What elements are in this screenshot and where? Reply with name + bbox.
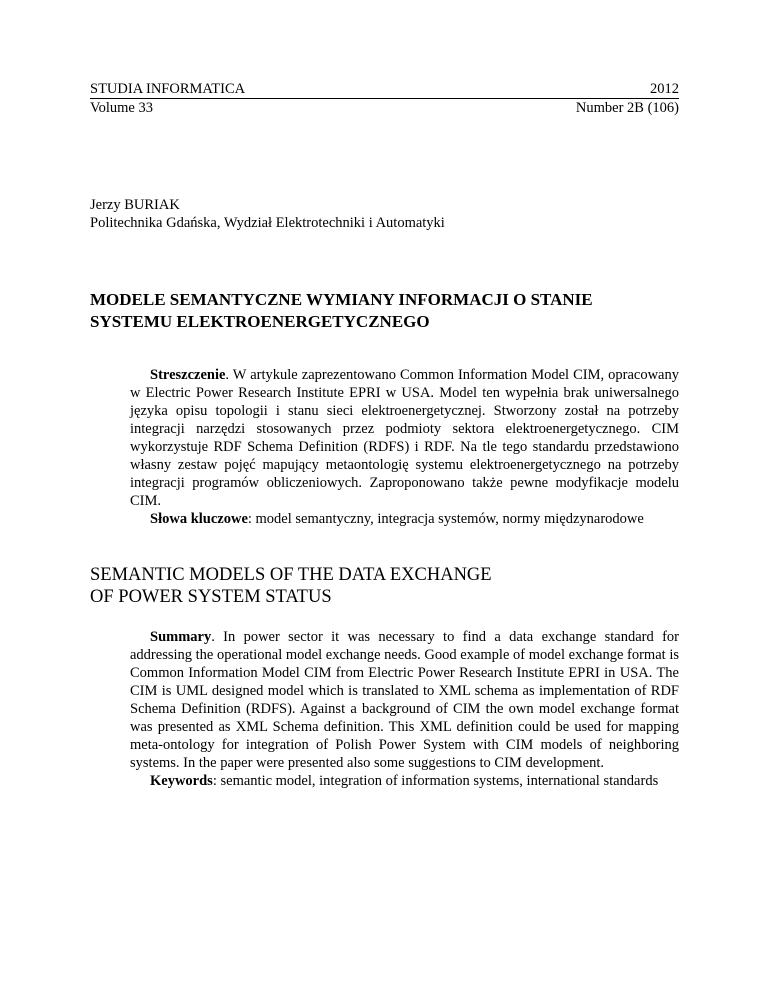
keywords-english-label: Keywords xyxy=(150,773,213,789)
keywords-polish xyxy=(130,510,679,528)
keywords-polish-text: : model semantyczny, integracja systemów, normy międzynarodowe xyxy=(247,511,644,527)
journal-volume: Volume 33 xyxy=(90,100,153,116)
abstract-english-text: . In power sector it was necessary to find a data exchange standard for addressing the operational model exchange needs. Good example of model exchange format is Common Information Model CIM from Electric Power Research Institute EPRI in USA. The CIM is UML designed model which is translated to XML schema as implementation of RDF Schema Definition (RDFS). Against a background of CIM the own model exchange format was presented as XML Schema definition. This XML definition could be used for mapping meta-ontology for integration of Polish Power System with CIM models of neighboring systems. In the paper were presented also some suggestions to CIM development. xyxy=(130,629,679,771)
abstract-english-label: Summary xyxy=(150,629,212,645)
title-polish xyxy=(90,289,690,333)
journal-number: Number 2B (106) xyxy=(575,100,679,116)
abstract-polish xyxy=(130,366,679,528)
abstract-english xyxy=(130,628,679,790)
abstract-english-body xyxy=(130,628,679,772)
title-english-line-1: SEMANTIC MODELS OF THE DATA EXCHANGE xyxy=(90,565,492,585)
title-polish-line-1: MODELE SEMANTYCZNE WYMIANY INFORMACJI O STANIE xyxy=(90,290,593,309)
abstract-polish-text: . W artykule zaprezentowano Common Information Model CIM, opracowany w Electric Power Research Institute EPRI w USA. Model ten wypełnia brak uniwersalnego języka opisu topologii i stanu sieci elektroenergetycznej. Stworzony został na potrzeby integracji narzędzi stosowanych przez podmioty sektora elektroenergetycznego. CIM wykorzystuje RDF Schema Definition (RDFS) i RDF. Na tle tego standardu przedstawiono własny zestaw pojęć mapujący metaontologię systemu elektroenergetycznego na potrzeby integracji programów obliczeniowych. Zaproponowano także pewne modyfikacje modelu CIM. xyxy=(130,367,679,509)
author-affiliation: Politechnika Gdańska, Wydział Elektrotechniki i Automatyki xyxy=(90,215,445,231)
title-polish-line-2: SYSTEMU ELEKTROENERGETYCZNEGO xyxy=(90,312,430,331)
journal-name: STUDIA INFORMATICA xyxy=(90,81,246,97)
title-english xyxy=(90,564,690,608)
author-name: Jerzy BURIAK xyxy=(90,197,180,213)
title-english-line-2: OF POWER SYSTEM STATUS xyxy=(90,587,332,607)
keywords-english xyxy=(130,772,679,790)
journal-year: 2012 xyxy=(650,81,679,97)
abstract-polish-body xyxy=(130,366,679,510)
keywords-polish-label: Słowa kluczowe xyxy=(150,511,248,527)
keywords-english-text: : semantic model, integration of information systems, international standards xyxy=(212,773,659,789)
author-block xyxy=(90,196,445,232)
running-header xyxy=(90,80,679,117)
abstract-polish-label: Streszczenie xyxy=(150,367,226,383)
